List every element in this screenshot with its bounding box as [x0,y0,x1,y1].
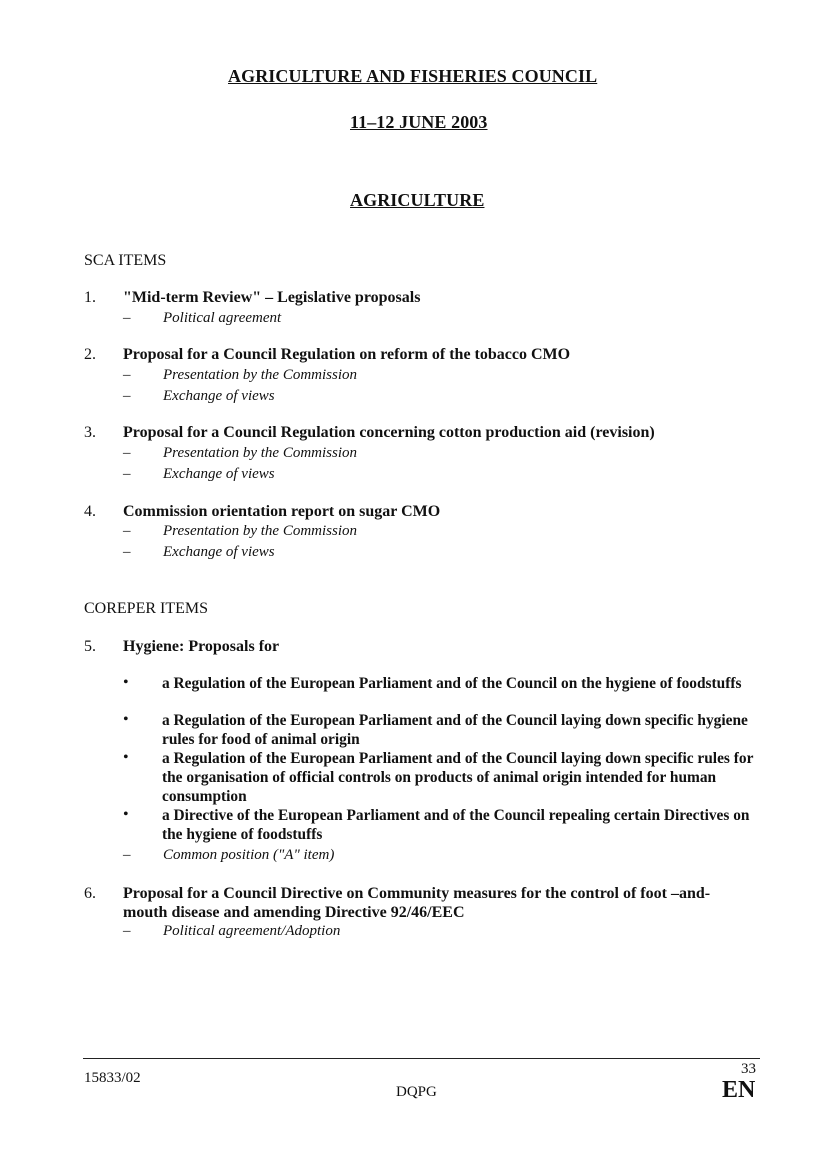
item-number: 1. [84,289,96,306]
meeting-dates: 11–12 JUNE 2003 [350,112,488,132]
dash-marker: – [123,367,131,383]
dash-marker: – [123,310,131,326]
dash-marker: – [123,388,131,404]
item-number: 4. [84,503,96,520]
item-title: "Mid-term Review" – Legislative proposals [123,289,421,306]
item-action: Political agreement/Adoption [163,923,341,939]
language-code: EN [722,1077,756,1103]
item-number: 2. [84,346,96,363]
item-action: Presentation by the Commission [163,445,358,461]
bullet-marker: • [123,711,129,728]
item-action: Exchange of views [163,544,275,560]
coreper-heading: COREPER ITEMS [84,600,209,617]
subject-title: AGRICULTURE [350,190,485,210]
proposal-text: a Regulation of the European Parliament and of the Council laying down specific hygiene rules for food of animal origin [162,712,748,748]
dash-marker: – [123,466,131,482]
item-title-line-2: mouth disease and amending Directive 92/46/EEC [123,904,465,921]
page-number: 33 [741,1061,756,1077]
dash-marker: – [123,523,131,539]
bullet-marker: • [123,749,129,766]
item-action: Presentation by the Commission [163,523,358,539]
proposal-text: a Regulation of the European Parliament and of the Council laying down specific rules for the organisation of official controls on products of animal origin intended for human consumption [162,750,754,805]
item-title: Commission orientation report on sugar CMO [123,503,441,520]
bullet-marker: • [123,806,129,823]
dash-marker: – [123,923,131,939]
item-number: 5. [84,638,96,655]
dash-marker: – [123,445,131,461]
item-title-line-1: Proposal for a Council Directive on Community measures for the control of foot –and- [123,885,711,902]
proposal-text: a Directive of the European Parliament and of the Council repealing certain Directives on the hygiene of foodstuffs [162,807,750,843]
council-title: AGRICULTURE AND FISHERIES COUNCIL [228,66,598,86]
item-action: Exchange of views [163,466,275,482]
footer-divider [83,1058,760,1059]
item-title: Hygiene: Proposals for [123,638,280,655]
item-action: Presentation by the Commission [163,367,358,383]
dash-marker: – [123,544,131,560]
proposal-text: a Regulation of the European Parliament and of the Council on the hygiene of foodstuffs [162,675,742,692]
item-title: Proposal for a Council Regulation on reform of the tobacco CMO [123,346,571,363]
item-action: Political agreement [163,310,282,326]
department-code: DQPG [396,1084,437,1100]
item-number: 6. [84,885,96,902]
dash-marker: – [123,847,131,863]
item-action: Exchange of views [163,388,275,404]
bullet-marker: • [123,674,129,691]
document-number: 15833/02 [84,1070,141,1086]
sca-heading: SCA ITEMS [84,252,167,269]
item-title: Proposal for a Council Regulation concerning cotton production aid (revision) [123,424,655,441]
item-action: Common position ("A" item) [163,847,335,863]
item-number: 3. [84,424,96,441]
